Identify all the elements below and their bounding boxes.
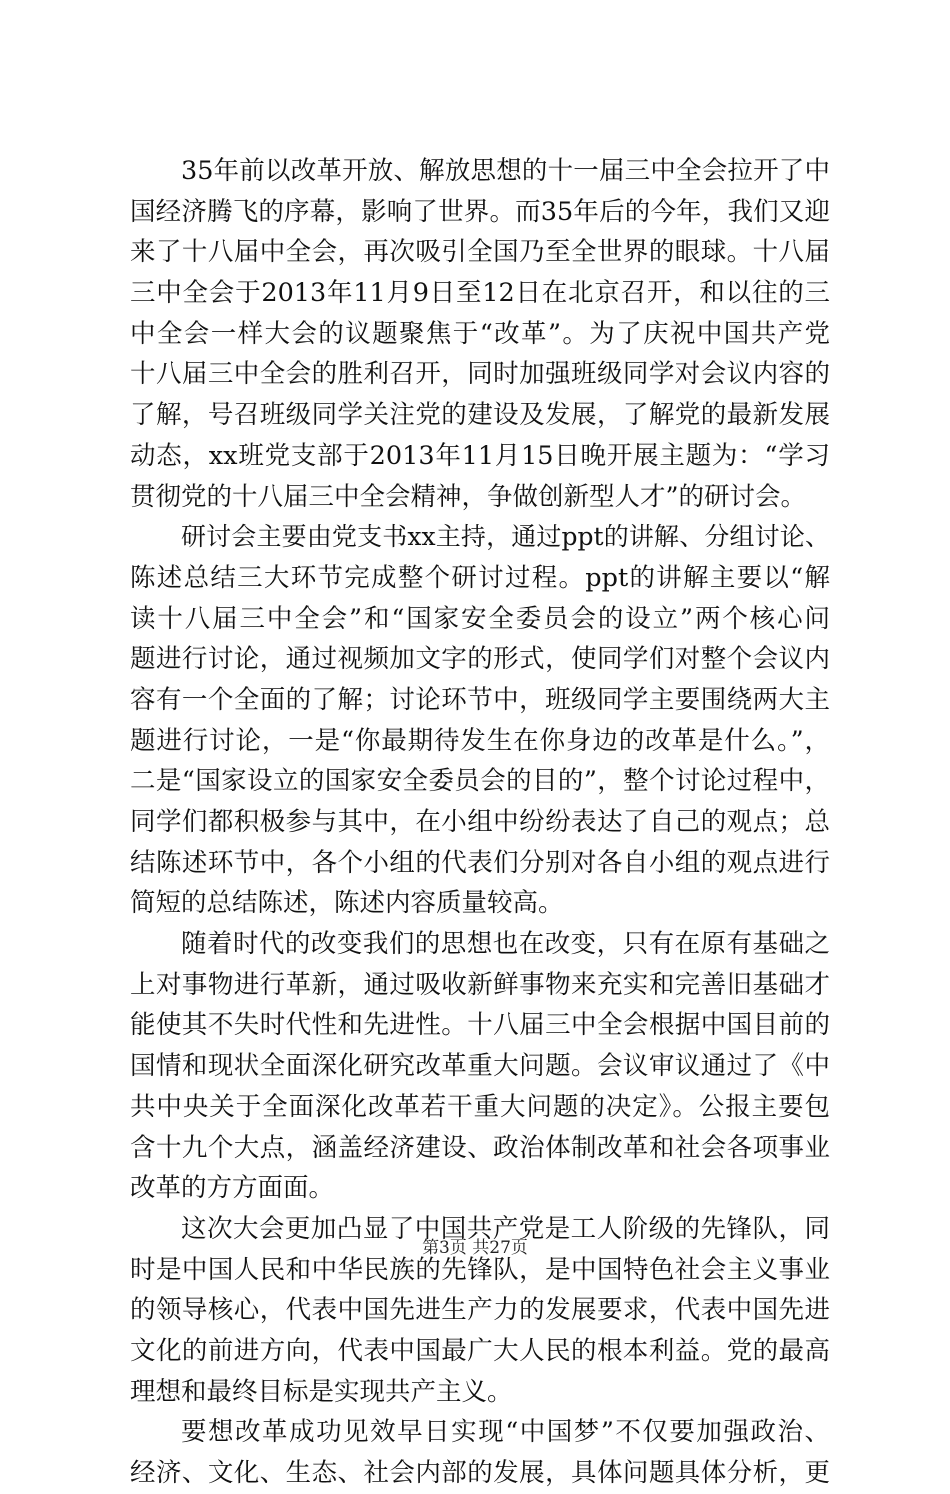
text-line: 国经济腾飞的序幕，影响了世界。而35年后的今年，我们又迎	[130, 196, 830, 227]
text-line: 理想和最终目标是实现共产主义。	[130, 1376, 513, 1407]
page-number-footer: 第3页 共27页	[422, 1238, 528, 1258]
text-line: 题进行讨论，通过视频加文字的形式，使同学们对整个会议内	[130, 644, 830, 675]
text-line: 了解，号召班级同学关注党的建设及发展，了解党的最新发展	[130, 400, 830, 431]
text-line: 能使其不失时代性和先进性。十八届三中全会根据中国目前的	[130, 1010, 830, 1041]
text-line: 读十八届三中全会”和“国家安全委员会的设立”两个核心问	[130, 603, 830, 634]
text-line: 二是“国家设立的国家安全委员会的目的”，整个讨论过程中，	[130, 766, 830, 797]
text-line: 陈述总结三大环节完成整个研讨过程。ppt的讲解主要以“解	[130, 562, 830, 593]
text-line: 这次大会更加凸显了中国共产党是工人阶级的先锋队，同	[181, 1213, 830, 1244]
text-line: 共中央关于全面深化改革若干重大问题的决定》。公报主要包	[130, 1091, 830, 1122]
text-line: 同学们都积极参与其中，在小组中纷纷表达了自己的观点；总	[130, 807, 830, 837]
text-line: 结陈述环节中，各个小组的代表们分别对各自小组的观点进行	[130, 847, 830, 878]
text-line: 35年前以改革开放、解放思想的十一届三中全会拉开了中	[181, 156, 830, 186]
text-line: 国情和现状全面深化研究改革重大问题。会议审议通过了《中	[130, 1051, 830, 1082]
text-line: 要想改革成功见效早日实现“中国梦”不仅要加强政治、	[181, 1417, 830, 1448]
text-line: 简短的总结陈述，陈述内容质量较高。	[130, 888, 564, 919]
paragraph-3	[130, 924, 830, 1209]
text-line: 容有一个全面的了解；讨论环节中，班级同学主要围绕两大主	[130, 684, 830, 715]
text-line: 研讨会主要由党支书xx主持，通过ppt的讲解、分组讨论、	[181, 522, 830, 552]
text-line: 来了十八届中全会，再次吸引全国乃至全世界的眼球。十八届	[130, 237, 830, 268]
text-line: 时是中国人民和中华民族的先锋队，是中国特色社会主义事业	[130, 1254, 830, 1285]
paragraph-2	[130, 517, 830, 924]
text-line: 文化的前进方向，代表中国最广大人民的根本利益。党的最高	[130, 1335, 830, 1366]
text-line: 题进行讨论，一是“你最期待发生在你身边的改革是什么。”，	[130, 725, 830, 756]
document-body	[130, 151, 830, 1494]
text-line: 经济、文化、生态、社会内部的发展，具体问题具体分析，更	[130, 1458, 830, 1488]
text-line: 中全会一样大会的议题聚焦于“改革”。为了庆祝中国共产党	[130, 318, 830, 349]
text-line: 贯彻党的十八届三中全会精神，争做创新型人才”的研讨会。	[130, 481, 807, 512]
text-line: 随着时代的改变我们的思想也在改变，只有在原有基础之	[181, 929, 830, 960]
text-line: 的领导核心，代表中国先进生产力的发展要求，代表中国先进	[130, 1295, 830, 1326]
text-line: 动态，xx班党支部于2013年11月15日晚开展主题为：“学习	[130, 440, 830, 471]
paragraph-5	[130, 1412, 830, 1493]
paragraph-1	[130, 151, 830, 517]
text-line: 含十九个大点，涵盖经济建设、政治体制改革和社会各项事业	[130, 1132, 830, 1163]
text-line: 上对事物进行革新，通过吸收新鲜事物来充实和完善旧基础才	[130, 969, 830, 1000]
text-line: 十八届三中全会的胜利召开，同时加强班级同学对会议内容的	[130, 359, 830, 390]
text-line: 改革的方方面面。	[130, 1173, 335, 1204]
text-line: 三中全会于2013年11月9日至12日在北京召开，和以往的三	[130, 278, 830, 309]
